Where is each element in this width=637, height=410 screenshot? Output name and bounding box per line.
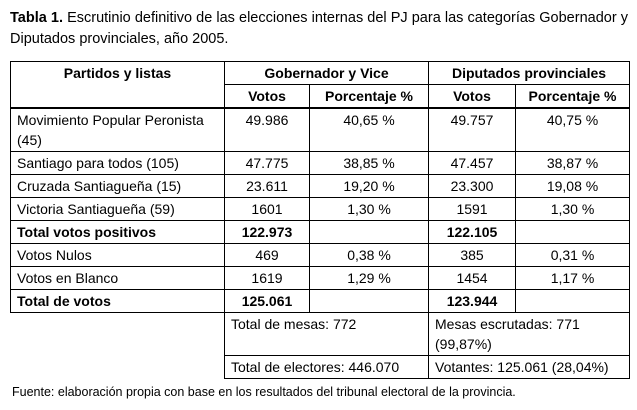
total-votes-row (11, 290, 630, 313)
summary-row-1 (11, 313, 630, 356)
header-dep-percent: Porcentaje % (516, 85, 630, 109)
row-dep-pct: 19,08 % (516, 175, 630, 198)
total-votes-gov-pct-empty (310, 290, 429, 313)
table-row (11, 108, 630, 152)
row-gov-pct: 19,20 % (310, 175, 429, 198)
total-positive-row (11, 221, 630, 244)
null-votes-label: Votos Nulos (11, 244, 225, 267)
row-dep-pct: 38,87 % (516, 152, 630, 175)
total-positive-dep-pct-empty (516, 221, 630, 244)
total-positive-gov-pct-empty (310, 221, 429, 244)
row-gov-pct: 1,30 % (310, 198, 429, 221)
total-votes-gov: 125.061 (225, 290, 310, 313)
header-gov-votes: Votos (225, 85, 310, 109)
row-name: Santiago para todos (105) (11, 152, 225, 175)
voters-total: Votantes: 125.061 (28,04%) (429, 356, 630, 379)
total-votes-label: Total de votos (11, 290, 225, 313)
row-dep-pct: 1,30 % (516, 198, 630, 221)
row-name: Cruzada Santiagueña (15) (11, 175, 225, 198)
total-positive-gov: 122.973 (225, 221, 310, 244)
row-dep-votes: 49.757 (429, 108, 516, 152)
null-votes-dep-pct: 0,31 % (516, 244, 630, 267)
row-dep-votes: 47.457 (429, 152, 516, 175)
caption-text: Escrutinio definitivo de las elecciones internas del PJ para las categorías Gobernador y Diputados provinciales, año 2005. (10, 10, 628, 47)
null-votes-dep: 385 (429, 244, 516, 267)
blank-votes-label: Votos en Blanco (11, 267, 225, 290)
total-positive-label: Total votos positivos (11, 221, 225, 244)
null-votes-gov: 469 (225, 244, 310, 267)
table-row (11, 152, 630, 175)
tables-total: Total de mesas: 772 (225, 313, 429, 356)
source-note: Fuente: elaboración propia con base en los resultados del tribunal electoral de la provincia. (12, 385, 516, 399)
table-caption (10, 8, 628, 50)
results-table (10, 61, 630, 379)
row-gov-votes: 1601 (225, 198, 310, 221)
row-gov-votes: 47.775 (225, 152, 310, 175)
table-row (11, 198, 630, 221)
summary-spacer (11, 313, 225, 379)
total-votes-dep: 123.944 (429, 290, 516, 313)
total-votes-dep-pct-empty (516, 290, 630, 313)
header-parties: Partidos y listas (11, 62, 225, 109)
row-dep-votes: 23.300 (429, 175, 516, 198)
header-governor: Gobernador y Vice (225, 62, 429, 85)
blank-votes-dep-pct: 1,17 % (516, 267, 630, 290)
null-votes-gov-pct: 0,38 % (310, 244, 429, 267)
row-gov-pct: 40,65 % (310, 108, 429, 152)
header-deputies: Diputados provinciales (429, 62, 630, 85)
row-name: Victoria Santiagueña (59) (11, 198, 225, 221)
header-row-top (11, 62, 630, 85)
caption-lead: Tabla 1. (10, 10, 63, 26)
blank-votes-row (11, 267, 630, 290)
row-name: Movimiento Popular Peronista (45) (11, 108, 225, 152)
electors-total: Total de electores: 446.070 (225, 356, 429, 379)
row-gov-votes: 49.986 (225, 108, 310, 152)
total-positive-dep: 122.105 (429, 221, 516, 244)
row-dep-votes: 1591 (429, 198, 516, 221)
header-dep-votes: Votos (429, 85, 516, 109)
blank-votes-dep: 1454 (429, 267, 516, 290)
row-gov-pct: 38,85 % (310, 152, 429, 175)
null-votes-row (11, 244, 630, 267)
blank-votes-gov: 1619 (225, 267, 310, 290)
table-row (11, 175, 630, 198)
tables-counted: Mesas escrutadas: 771 (99,87%) (429, 313, 630, 356)
blank-votes-gov-pct: 1,29 % (310, 267, 429, 290)
row-gov-votes: 23.611 (225, 175, 310, 198)
header-gov-percent: Porcentaje % (310, 85, 429, 109)
row-dep-pct: 40,75 % (516, 108, 630, 152)
